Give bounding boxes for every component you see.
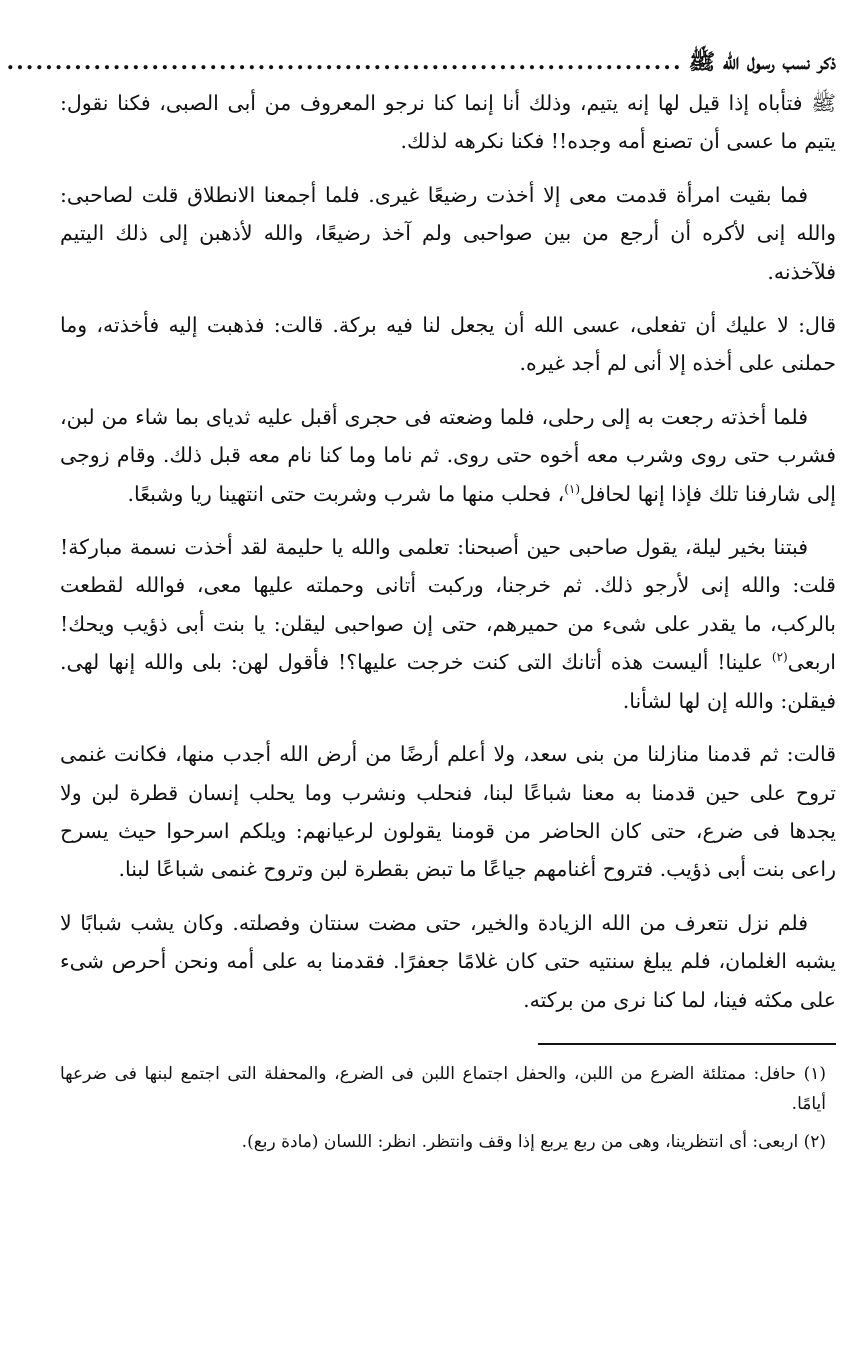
book-page — [6, 40, 836, 1165]
paragraph-6: قالت: ثم قدمنا منازلنا من بنى سعد، ولا أعلم أرضًا من أرض الله أجدب منها، فكانت غنمى تروح على حين قدمنا به معنا شباعًا لبنا، فنحلب ونشرب وما يحلب إنسان قطرة لبن ولا يجدها فى ضرع، حتى كان الحاضر من قومنا يقولون لرعيانهم: ويلكم اسرحوا حيث يسرح راعى بنت أبى ذؤيب. فتروح أغنامهم جياعًا ما تبض بقطرة لبن وتروح غنمى شباعًا لبنا. — [60, 742, 836, 882]
paragraph-5-text-after: علينا! أليست هذه أتانك التى كنت خرجت عليها؟! فأقول لهن: بلى والله إنها لهى. فيقلن: والله إن لها لشأنا. — [60, 650, 836, 713]
paragraph-4-text-before: فلما أخذته رجعت به إلى رحلى، فلما وضعته فى حجرى أقبل عليه ثدياى بما شاء من لبن، فشرب حتى روى وشرب معه أخوه حتى روى. ثم ناما وما كنا نام معه قبل ذلك. وقام زوجى إلى شارفنا تلك فإذا إنها لحافل — [60, 404, 836, 506]
footnote-ref-2: (٢) — [771, 650, 788, 665]
footnote-ref-1: (١) — [564, 481, 581, 496]
footnote-1: (١) حافل: ممتلئة الضرع من اللبن، والحفل اجتماع اللبن فى الضرع، والمحفلة التى اجتمع لبنها فى ضرعها أيامًا. — [60, 1063, 826, 1114]
chapter-title: ذكر نسب رسول الله ﷺ — [688, 49, 836, 75]
footnote-2: (٢) اربعى: أى انتظرينا، وهى من ربع يربع إذا وقف وانتظر. انظر: اللسان (مادة ربع). — [241, 1131, 826, 1152]
paragraph-5-text-before: فبتنا بخير ليلة، يقول صاحبى حين أصبحنا: تعلمى والله يا حليمة لقد أخذت نسمة مباركة! قلت: والله إنى لأرجو ذلك. ثم خرجنا، وركبت أتانى وحملته عليها معى، فوالله لقطعت بالركب، ما يقدر على شىء من حميرهم، حتى إن صواحبى ليقلن: يا بنت أبى ذؤيب ويحك! اربعى — [60, 535, 836, 675]
leader-dots: ...................................................................... — [6, 49, 683, 75]
footnote-separator — [538, 1043, 836, 1045]
paragraph-5 — [60, 528, 836, 720]
paragraph-2: فما بقيت امرأة قدمت معى إلا أخذت رضيعًا غيرى. فلما أجمعنا الانطلاق قلت لصاحبى: والله إنى لأكره أن أرجع من بين صواحبى ولم آخذ رضيعًا، والله لأذهبن إلى ذلك اليتيم فلآخذنه. — [60, 182, 836, 284]
paragraph-1: ﷺ فتأباه إذا قيل لها إنه يتيم، وذلك أنا إنما كنا نرجو المعروف من أبى الصبى، فكنا نقول: يتيم ما عسى أن تصنع أمه وجده!! فكنا نكرهه لذلك. — [60, 91, 836, 154]
running-header — [6, 40, 836, 84]
paragraph-7: فلم نزل نتعرف من الله الزيادة والخير، حتى مضت سنتان وفصلته. وكان يشب شبابًا لا يشبه الغلمان، فلم يبلغ سنتيه حتى كان غلامًا جعفرًا. فقدمنا به على أمه ونحن أحرص شىء على مكثه فينا، لما كنا نرى من بركته. — [60, 910, 836, 1012]
body-text — [60, 84, 836, 1019]
footnotes — [60, 1059, 836, 1157]
paragraph-4 — [60, 398, 836, 513]
paragraph-4-text-after: ، فحلب منها ما شرب وشربت حتى انتهينا ريا وشبعًا. — [127, 481, 565, 506]
paragraph-3: قال: لا عليك أن تفعلى، عسى الله أن يجعل لنا فيه بركة. قالت: فذهبت إليه فأخذته، وما حملنى على أخذه إلا أنى لم أجد غيره. — [60, 313, 836, 376]
